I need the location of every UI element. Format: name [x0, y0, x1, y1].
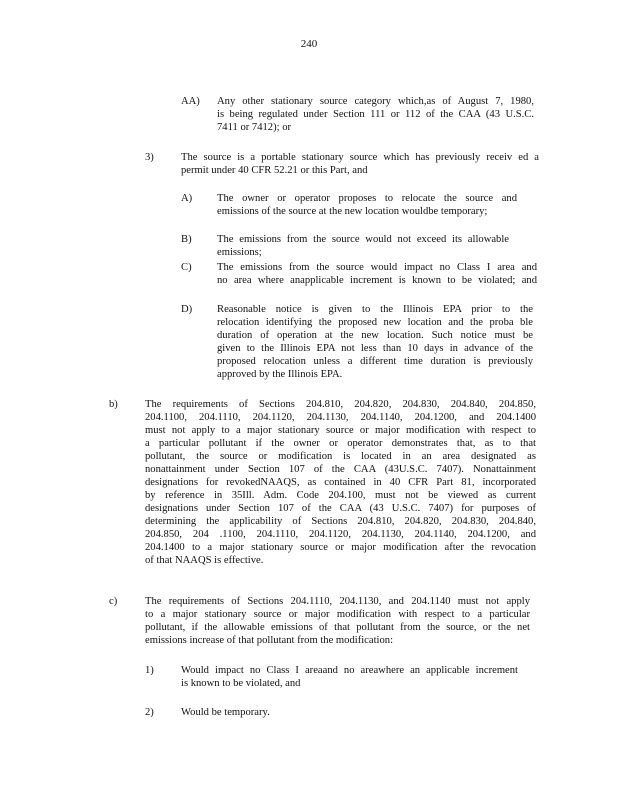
item-label-3A: A) — [181, 193, 193, 204]
text-line: The emissions from the source would impact no Class I area and — [217, 262, 537, 273]
item-text-c2 — [181, 706, 381, 719]
text-line: given to the Illinois EPA not less than 10 days in advance of the — [217, 343, 533, 354]
item-label-c: c) — [109, 596, 118, 607]
text-line: Any other stationary source category which,as of August 7, 1980, — [217, 96, 534, 107]
text-line: 204.850, 204 .1100, 204.1110, 204.1120, 204.1130, 204.1140, 204.1200, and — [145, 529, 536, 540]
text-line: to a major stationary source or major modification with respect to a particular — [145, 609, 530, 620]
item-text-c — [145, 595, 530, 647]
text-line: no area where anapplicable increment is known to be violated; and — [217, 275, 537, 286]
text-line: Reasonable notice is given to the Illinois EPA prior to the — [217, 304, 533, 315]
item-text-AA — [217, 95, 534, 134]
text-line: Would be temporary. — [181, 707, 270, 718]
text-line: emissions of the source at the new location wouldbe temporary; — [217, 206, 488, 217]
item-text-3A — [217, 192, 517, 218]
text-line: The source is a portable stationary source which has previously receiv ed a — [181, 152, 539, 163]
item-text-3B — [217, 233, 509, 259]
text-line: is being regulated under Section 111 or 112 of the CAA (43 U.S.C. — [217, 109, 534, 120]
text-line: 7411 or 7412); or — [217, 122, 292, 133]
item-label-3B: B) — [181, 234, 192, 245]
item-text-3 — [181, 151, 539, 177]
text-line: determining the applicability of Sections 204.810, 204.820, 204.830, 204.840, — [145, 516, 536, 527]
text-line: of that NAAQS is effective. — [145, 555, 264, 566]
item-label-c2: 2) — [145, 707, 154, 718]
item-text-c1 — [181, 664, 518, 690]
item-text-3C — [217, 261, 537, 287]
text-line: The owner or operator proposes to relocate the source and — [217, 193, 517, 204]
text-line: designations for revokedNAAQS, as contained in 40 CFR Part 81, incorporated — [145, 477, 536, 488]
text-line: The emissions from the source would not exceed its allowable — [217, 234, 509, 245]
item-label-3: 3) — [145, 152, 154, 163]
text-line: approved by the Illinois EPA. — [217, 369, 343, 380]
item-text-b — [145, 398, 536, 567]
text-line: emissions; — [217, 247, 262, 258]
text-line: relocation identifying the proposed new location and the proba ble — [217, 317, 533, 328]
text-line: must not apply to a major stationary source or major modification with respect to — [145, 425, 536, 436]
text-line: proposed relocation unless a different time duration is previously — [217, 356, 533, 367]
text-line: The requirements of Sections 204.810, 204.820, 204.830, 204.840, 204.850, — [145, 399, 536, 410]
item-label-AA: AA) — [181, 96, 200, 107]
item-label-3C: C) — [181, 262, 192, 273]
text-line: nonattainment under Section 107 of the CAA (43U.S.C. 7407). Nonattainment — [145, 464, 536, 475]
item-label-b: b) — [109, 399, 118, 410]
text-line: by reference in 35Ill. Adm. Code 204.100, must not be viewed as current — [145, 490, 536, 501]
item-label-c1: 1) — [145, 665, 154, 676]
text-line: duration of operation at the new location. Such notice must be — [217, 330, 533, 341]
text-line: permit under 40 CFR 52.21 or this Part, and — [181, 165, 368, 176]
item-text-3D — [217, 303, 533, 381]
text-line: The requirements of Sections 204.1110, 204.1130, and 204.1140 must not apply — [145, 596, 530, 607]
text-line: 204.1400 to a major stationary source or major modification after the revocation — [145, 542, 536, 553]
text-line: pollutant, the source or modification is located in an area designated as — [145, 451, 536, 462]
item-label-3D: D) — [181, 304, 193, 315]
text-line: Would impact no Class I areaand no areawhere an applicable increment — [181, 665, 518, 676]
text-line: designations under Section 107 of the CAA (43 U.S.C. 7407) for purposes of — [145, 503, 536, 514]
text-line: a particular pollutant if the owner or operator demonstrates that, as to that — [145, 438, 536, 449]
text-line: emissions increase of that pollutant from the modification: — [145, 635, 394, 646]
text-line: 204.1100, 204.1110, 204.1120, 204.1130, 204.1140, 204.1200, and 204.1400 — [145, 412, 536, 423]
text-line: pollutant, if the allowable emissions of that pollutant from the source, or the net — [145, 622, 530, 633]
page-number: 240 — [300, 38, 318, 50]
text-line: is known to be violated, and — [181, 678, 301, 689]
